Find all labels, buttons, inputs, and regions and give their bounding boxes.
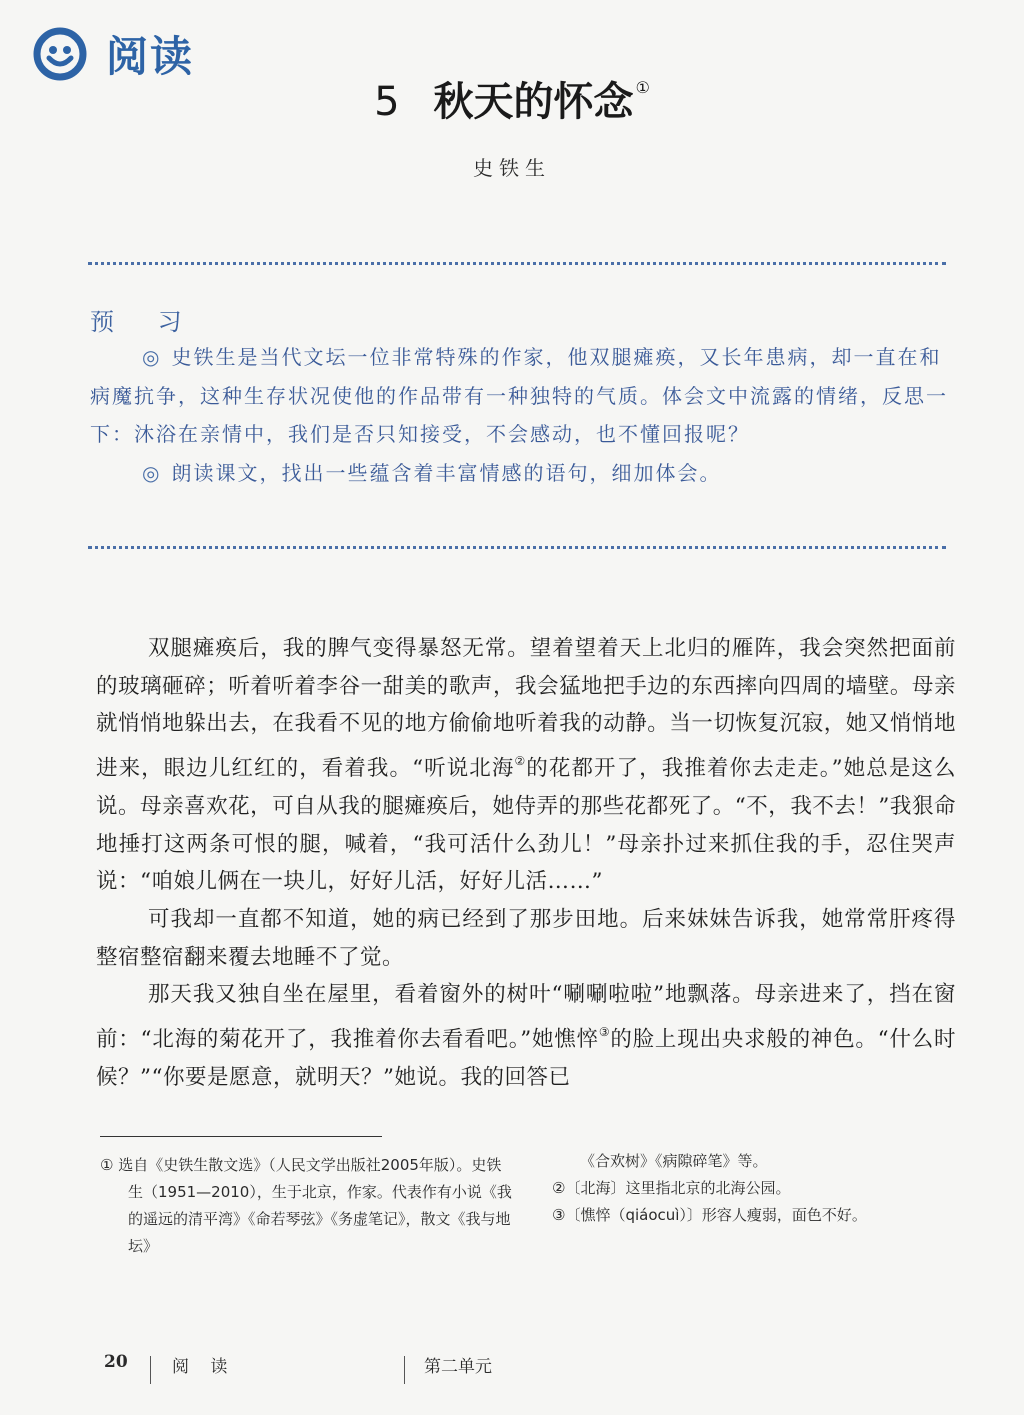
page-number: 20 [104,1352,128,1372]
footer-unit: 第二单元 [424,1357,492,1377]
dotted-divider-top [88,262,946,265]
footnote-rule [100,1136,382,1137]
footnote-2: ②〔北海〕这里指北京的北海公园。 [552,1179,791,1197]
footnote-3: ③〔憔悴（qiáocuì）〕形容人瘦弱，面色不好。 [552,1206,867,1224]
bullet-icon: ◎ [142,460,162,485]
main-text [96,630,956,1096]
footnote-mark: ③ [598,1025,611,1040]
preview-item: ◎ 朗读课文，找出一些蕴含着丰富情感的语句，细加体会。 [142,460,722,485]
footnote-1: ① 选自《史铁生散文选》（人民文学出版社2005年版）。史铁生（1951—2010），生于北京，作家。代表作有小说《我的遥远的清平湾》《命若琴弦》《务虚笔记》，散文《我与地坛》 [100,1156,512,1255]
preview-item: ◎ 史铁生是当代文坛一位非常特殊的作家，他双腿瘫痪，又长年患病，却一直在和病魔抗争，这种生存状况使他的作品带有一种独特的气质。体会文中流露的情绪，反思一下：沐浴在亲情中，我们是否只知接受，不会感动，也不懂回报呢？ [90,345,948,446]
author: 史铁生 [473,156,551,180]
footnotes-right [552,1148,972,1229]
preview-section [90,338,952,492]
paragraph: 那天我又独自坐在屋里，看着窗外的树叶“唰唰啦啦”地飘落。母亲进来了，挡在窗前：“北海的菊花开了，我推着你去看看吧。”她憔悴③的脸上现出央求般的神色。“什么时候？”“你要是愿意，就明天？”她说。我的回答已 [96,982,956,1090]
dotted-divider-bottom [88,546,946,549]
footer-divider [150,1356,151,1384]
lesson-title [0,70,1024,127]
lesson-number: 5 [374,79,400,125]
footnote-mark: ② [514,754,527,769]
paragraph: 双腿瘫痪后，我的脾气变得暴怒无常。望着望着天上北归的雁阵，我会突然把面前的玻璃砸碎；听着听着李谷一甜美的歌声，我会猛地把手边的东西摔向四周的墙壁。母亲就悄悄地躲出去，在我看不见的地方偷偷地听着我的动静。当一切恢复沉寂，她又悄悄地进来，眼边儿红红的，看着我。“听说北海②的花都开了，我推着你去走走。”她总是这么说。母亲喜欢花，可自从我的腿瘫痪后，她侍弄的那些花都死了。“不，我不去！”我狠命地捶打这两条可恨的腿，喊着，“我可活什么劲儿！”母亲扑过来抓住我的手，忍住哭声说：“咱娘儿俩在一块儿，好好儿活，好好儿活……” [96,636,956,895]
footnotes-left [100,1152,512,1260]
footnote-1-continued: 《合欢树》《病隙碎笔》等。 [580,1152,768,1170]
preview-heading: 预 习 [90,308,200,336]
footer-divider [404,1356,405,1384]
lesson-title-text: 秋天的怀念 [433,79,634,125]
paragraph: 可我却一直都不知道，她的病已经到了那步田地。后来妹妹告诉我，她常常肝疼得整宿整宿翻来覆去地睡不了觉。 [96,906,956,970]
section-label: 阅读 [106,32,195,81]
footer-section: 阅 读 [172,1357,236,1377]
bullet-icon: ◎ [142,345,162,369]
title-footnote-mark: ① [635,78,650,97]
